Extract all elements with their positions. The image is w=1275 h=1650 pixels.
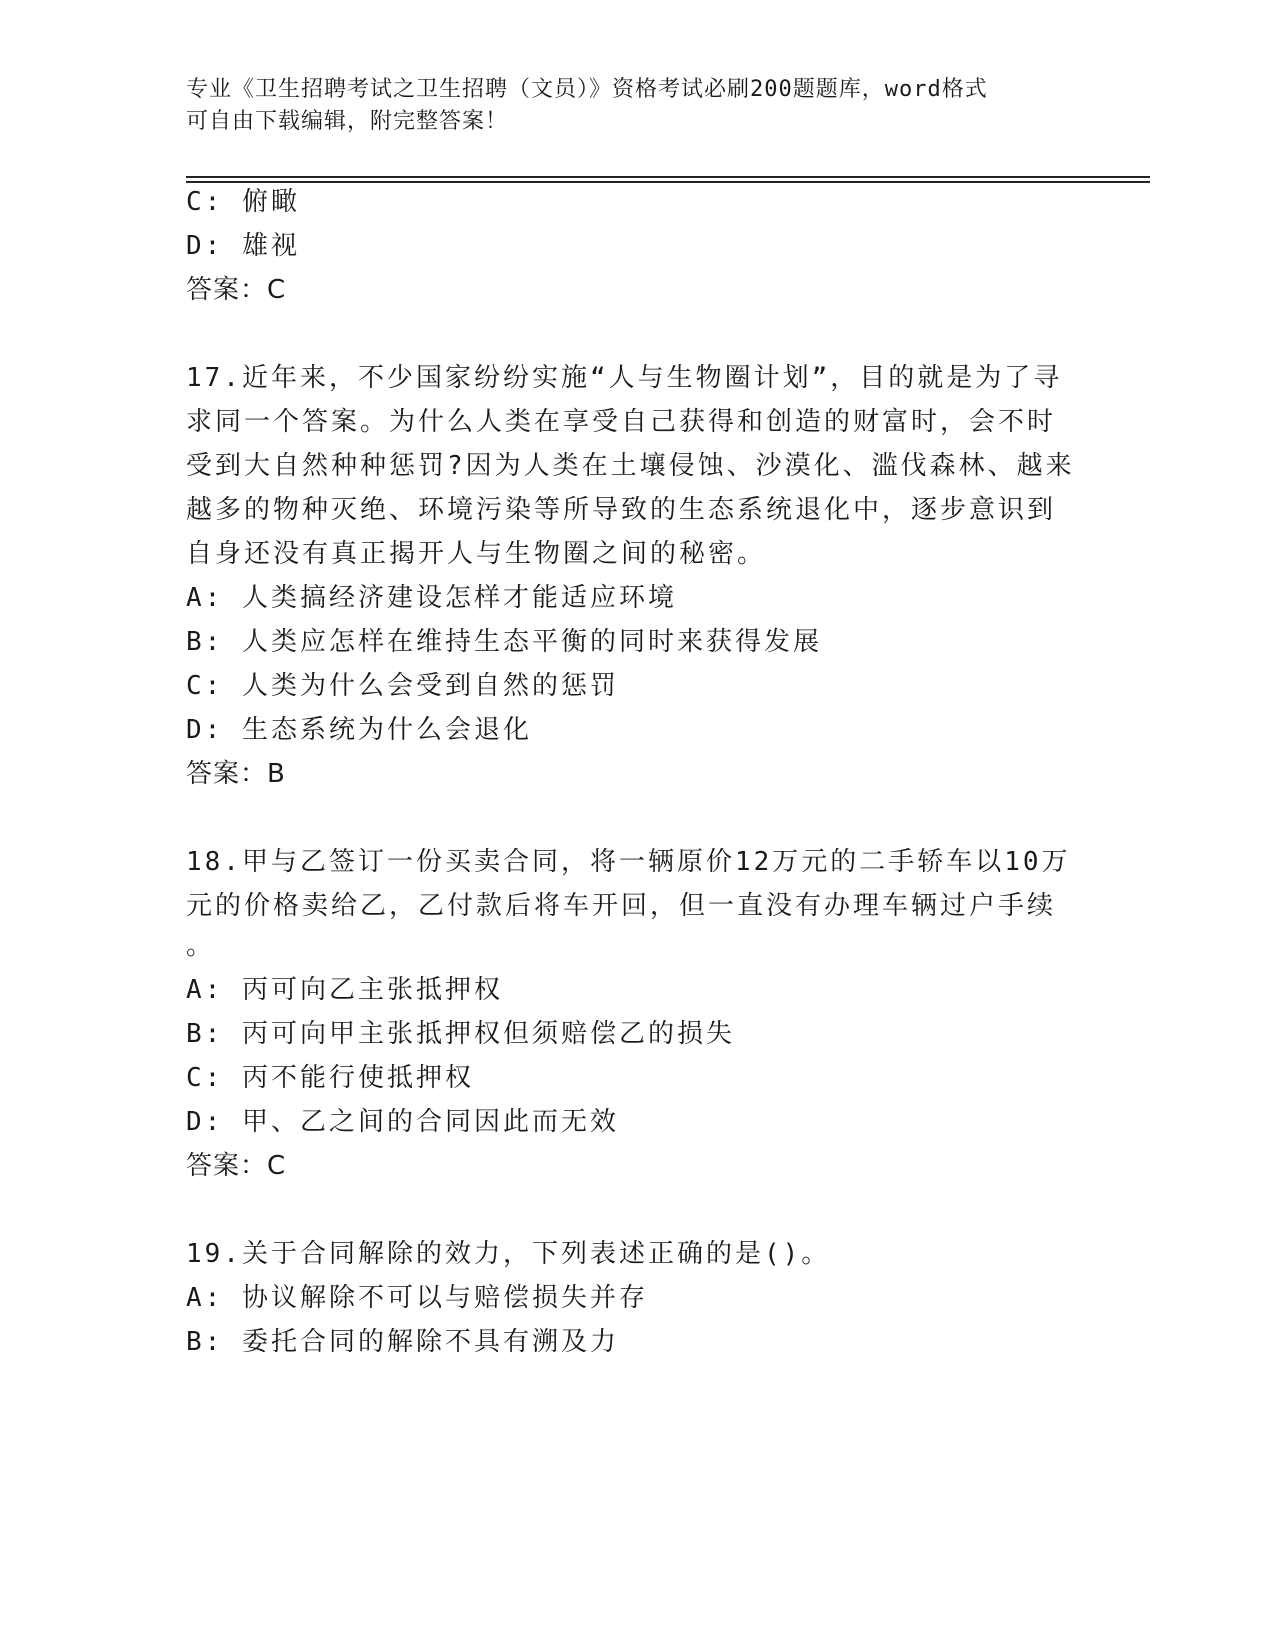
q18-stem-line: 元的价格卖给乙，乙付款后将车开回，但一直没有办理车辆过户手续 xyxy=(186,891,1057,921)
q17-option-d: D: 生态系统为什么会退化 xyxy=(186,715,532,745)
q17-option-c: C: 人类为什么会受到自然的惩罚 xyxy=(186,671,619,701)
q16-option-d: D: 雄视 xyxy=(186,231,300,261)
q18-stem-line: 。 xyxy=(186,931,216,961)
q17-stem-line: 17.近年来，不少国家纷纷实施“人与生物圈计划”，目的就是为了寻 xyxy=(186,363,1063,393)
q17-answer: 答案：B xyxy=(186,759,286,789)
q18-stem-line: 18.甲与乙签订一份买卖合同，将一辆原价12万元的二手轿车以10万 xyxy=(186,847,1071,877)
q16-answer: 答案：C xyxy=(186,275,287,305)
header-divider-top xyxy=(186,176,1150,178)
q17-stem-line: 求同一个答案。为什么人类在享受自己获得和创造的财富时，会不时 xyxy=(186,407,1057,437)
q17-stem-line: 受到大自然种种惩罚?因为人类在土壤侵蚀、沙漠化、滥伐森林、越来 xyxy=(186,451,1075,481)
q18-option-c: C: 丙不能行使抵押权 xyxy=(186,1063,474,1093)
header-divider-bottom xyxy=(186,181,1150,183)
header-line-2: 可自由下载编辑，附完整答案！ xyxy=(186,109,509,134)
q17-option-a: A: 人类搞经济建设怎样才能适应环境 xyxy=(186,583,677,613)
q18-answer: 答案：C xyxy=(186,1151,287,1181)
q17-stem-line: 越多的物种灭绝、环境污染等所导致的生态系统退化中，逐步意识到 xyxy=(186,495,1057,525)
header-line-1: 专业《卫生招聘考试之卫生招聘（文员）》资格考试必刷200题题库，word格式 xyxy=(186,77,988,102)
document-header xyxy=(186,74,1066,138)
q17-stem-line: 自身还没有真正揭开人与生物圈之间的秘密。 xyxy=(186,539,767,569)
q19-option-b: B: 委托合同的解除不具有溯及力 xyxy=(186,1327,619,1357)
q19-option-a: A: 协议解除不可以与赔偿损失并存 xyxy=(186,1283,648,1313)
q17-option-b: B: 人类应怎样在维持生态平衡的同时来获得发展 xyxy=(186,627,822,657)
q16-option-c: C: 俯瞰 xyxy=(186,187,300,217)
q18-option-d: D: 甲、乙之间的合同因此而无效 xyxy=(186,1107,619,1137)
q18-option-b: B: 丙可向甲主张抵押权但须赔偿乙的损失 xyxy=(186,1019,735,1049)
q19-stem: 19.关于合同解除的效力，下列表述正确的是()。 xyxy=(186,1239,831,1269)
q18-option-a: A: 丙可向乙主张抵押权 xyxy=(186,975,503,1005)
